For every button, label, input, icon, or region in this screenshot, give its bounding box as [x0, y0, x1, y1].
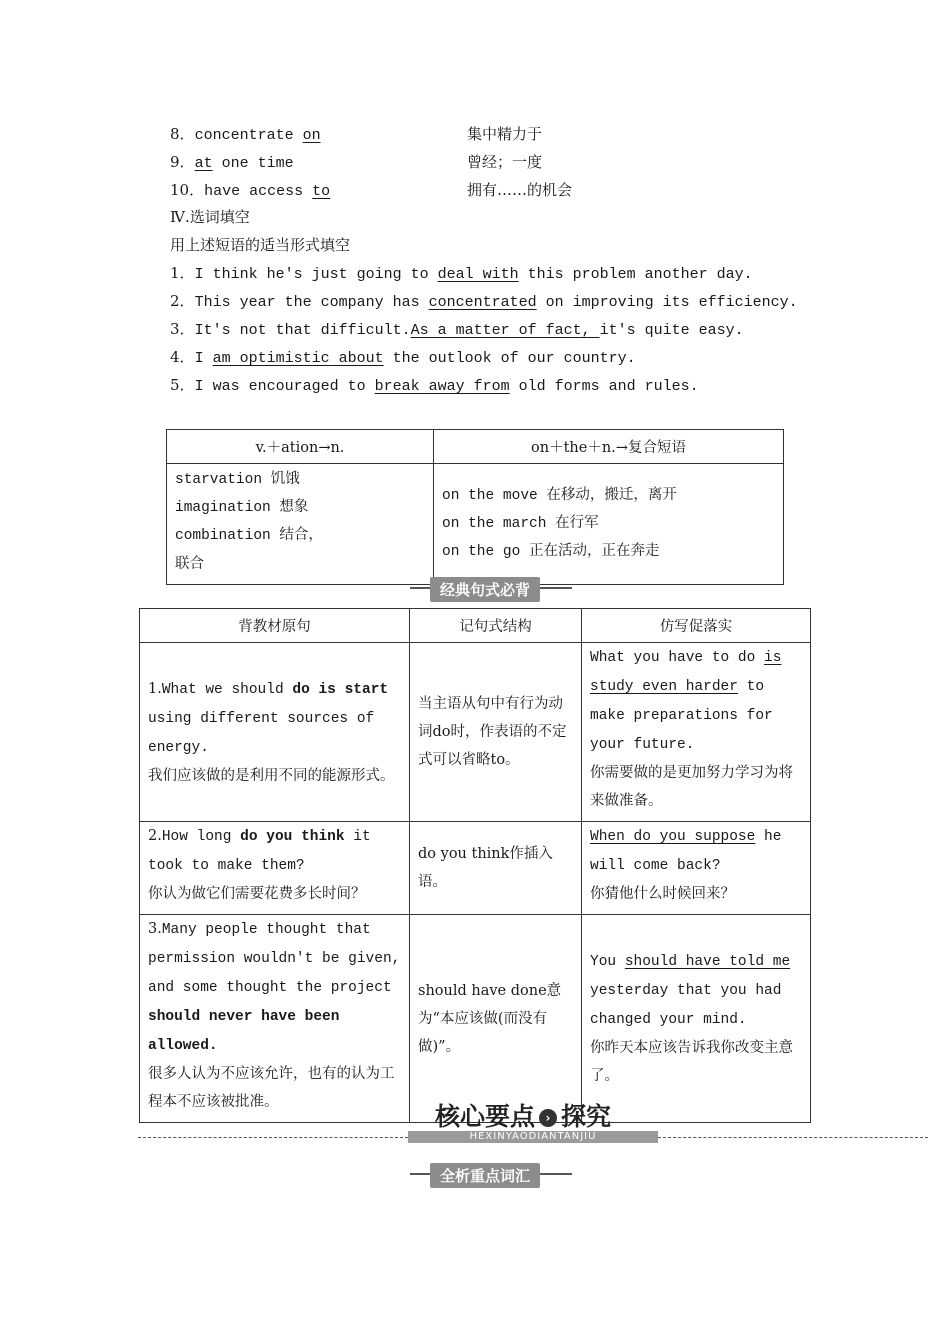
sentence-answer: am optimistic about [212, 350, 384, 367]
word-formation-table [166, 429, 784, 585]
imit-translation: 你需要做的是更加努力学习为将来做准备。 [590, 765, 793, 809]
list-item: 联合 [175, 556, 204, 572]
sentence-answer: concentrated [428, 294, 537, 311]
sentence-answer: As a matter of fact, [410, 322, 600, 339]
sentence-text-post: on improving its efficiency. [536, 294, 798, 311]
structure-note: should have done意为“本应该做(而没有做)”。 [410, 915, 582, 1123]
table-header: 仿写促落实 [582, 609, 811, 643]
table-row [140, 643, 811, 822]
sentence-3: 3．It's not that difficult.As a matter of fact, it's quite easy. [170, 320, 744, 339]
core-points-subtitle: HEXINYAODIANTANJIU [408, 1131, 658, 1143]
orig-bold: do is start [292, 681, 389, 698]
orig-text-post: it took to make them? [148, 829, 371, 874]
structure-note: 当主语从句中有行为动词do时，作表语的不定式可以省略to。 [410, 643, 582, 822]
section-banner [410, 577, 572, 599]
divider-left [138, 1137, 408, 1138]
orig-text: What we should [161, 681, 293, 698]
sentence-text: I was encouraged to [194, 378, 375, 395]
phrase-text: have access [204, 183, 313, 200]
table-cell-right [434, 464, 784, 585]
sentence-num: 4 [170, 348, 180, 366]
orig-text: How long [161, 829, 241, 845]
sentence-text: I [194, 350, 213, 367]
imit-text-post: he will come back? [590, 829, 782, 874]
imit-translation: 你猜他什么时候回来？ [590, 886, 735, 902]
original-sentence [140, 822, 410, 915]
sentence-text-post: this problem another day. [518, 266, 753, 283]
core-title-a: 核心要点 [435, 1102, 536, 1131]
sentence-num: 2 [170, 292, 180, 310]
section-instruction: 用上述短语的适当形式填空 [170, 236, 351, 254]
imit-text-post: to make preparations for your future. [590, 679, 773, 753]
table-cell-left [167, 464, 434, 585]
imit-translation: 你昨天本应该告诉我你改变主意了。 [590, 1040, 793, 1084]
imit-text: You [590, 954, 625, 970]
row-num: 1. [148, 680, 162, 697]
imitation-sentence [582, 643, 811, 822]
sentence-2: 2．This year the company has concentrated on improving its efficiency. [170, 292, 798, 311]
original-sentence [140, 643, 410, 822]
phrase-text-post: one time [212, 155, 294, 172]
core-points-title [435, 1097, 611, 1133]
sentence-answer: break away from [374, 378, 510, 395]
orig-bold: should never have been allowed. [148, 1009, 340, 1054]
list-item: on the move 在移动，搬迁，离开 [442, 488, 677, 504]
structure-note: do you think作插入语。 [410, 822, 582, 915]
table-row [140, 915, 811, 1123]
table-header: 背教材原句 [140, 609, 410, 643]
orig-translation: 很多人认为不应该允许，也有的认为工程本不应该被批准。 [148, 1066, 395, 1110]
phrase-text: concentrate [194, 127, 303, 144]
sentence-text: It's not that difficult. [194, 322, 411, 339]
orig-translation: 我们应该做的是利用不同的能源形式。 [148, 767, 395, 784]
phrase-answer: on [302, 127, 321, 144]
imitation-sentence [582, 915, 811, 1123]
sentence-text-post: it's quite easy. [599, 322, 744, 339]
phrase-meaning-9: 曾经；一度 [467, 153, 543, 171]
sentence-answer: deal with [437, 266, 519, 283]
imit-text: What you have to do [590, 650, 765, 666]
orig-text: Many people thought that permission wouldn't be given, and some thought the project [148, 922, 401, 996]
sentence-4: 4．I am optimistic about the outlook of our country. [170, 348, 636, 367]
imitation-sentence [582, 822, 811, 915]
phrase-num: 8 [170, 125, 180, 143]
sentence-text: This year the company has [194, 294, 429, 311]
sentence-num: 5 [170, 376, 180, 394]
banner-label: 经典句式必背 [430, 577, 540, 602]
list-item: starvation 饥饿 [175, 472, 300, 488]
phrase-meaning-8: 集中精力于 [467, 125, 543, 143]
phrase-item-8: 8．concentrate on [170, 125, 321, 144]
phrase-answer: at [194, 155, 213, 172]
sentence-text-post: old forms and rules. [509, 378, 699, 395]
sentence-1: 1．I think he's just going to deal with this problem another day. [170, 264, 753, 283]
row-num: 3. [148, 921, 162, 937]
table-header: 记句式结构 [410, 609, 582, 643]
phrase-num: 10 [170, 181, 190, 199]
imit-answer: should have told me [624, 954, 791, 970]
orig-bold: do you think [240, 829, 345, 845]
banner-label: 全析重点词汇 [430, 1163, 540, 1188]
list-item: on the go 正在活动，正在奔走 [442, 544, 660, 560]
sentence-5: 5．I was encouraged to break away from old forms and rules. [170, 376, 699, 395]
imit-text-post: yesterday that you had changed your mind. [590, 983, 782, 1028]
core-title-b: 探究 [561, 1102, 612, 1131]
phrase-answer: to [312, 183, 331, 200]
orig-translation: 你认为做它们需要花费多长时间？ [148, 886, 366, 902]
orig-text-post: using different sources of energy. [148, 710, 375, 756]
table-header: on＋the＋n.→复合短语 [434, 430, 784, 464]
table-header: v.＋ation→n. [167, 430, 434, 464]
imit-answer: is study even harder [590, 650, 782, 695]
phrase-num: 9 [170, 153, 180, 171]
phrase-item-9: 9．at one time [170, 153, 294, 172]
imit-answer: When do you suppose [590, 829, 756, 845]
phrase-meaning-10: 拥有……的机会 [467, 181, 573, 199]
chevron-right-icon: › [539, 1109, 557, 1127]
sentence-pattern-table [139, 608, 811, 1123]
row-num: 2. [148, 828, 162, 844]
list-item: on the march 在行军 [442, 516, 599, 532]
sentence-num: 3 [170, 320, 180, 338]
phrase-item-10: 10．have access to [170, 181, 331, 200]
sentence-text: I think he's just going to [194, 266, 438, 283]
list-item: imagination 想象 [175, 500, 309, 516]
divider-right [658, 1137, 928, 1138]
sentence-num: 1 [170, 264, 180, 282]
section-banner [410, 1163, 572, 1185]
section-heading: Ⅳ.选词填空 [170, 208, 250, 226]
original-sentence [140, 915, 410, 1123]
list-item: combination 结合， [175, 528, 323, 544]
sentence-text-post: the outlook of our country. [383, 350, 636, 367]
table-row [140, 822, 811, 915]
